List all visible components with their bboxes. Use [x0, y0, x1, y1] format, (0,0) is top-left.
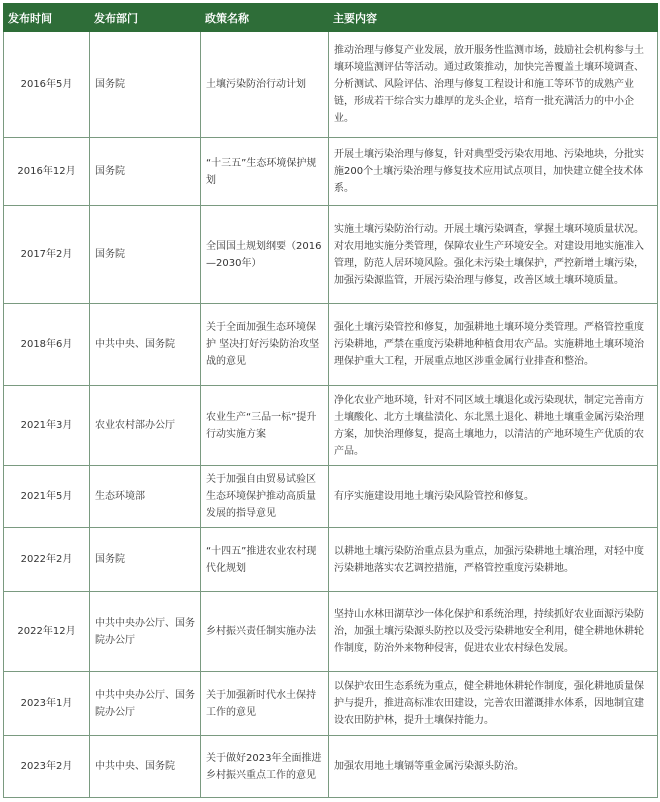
cell-content: 强化土壤污染管控和修复，加强耕地土壤环境分类管理。严格管控重度污染耕地，严禁在重度污染耕地种植食用农产品。实施耕地土壤环境治理保护重大工程，开展重点地区涉重金属行业排查和整治。	[329, 304, 658, 386]
policy-table-container	[3, 3, 657, 798]
cell-dept: 国务院	[90, 528, 201, 592]
cell-dept: 中共中央、国务院	[90, 304, 201, 386]
cell-date: 2017年2月	[4, 206, 90, 304]
cell-name: 农业生产“三品一标”提升行动实施方案	[201, 386, 329, 466]
cell-date: 2022年12月	[4, 592, 90, 672]
cell-content: 坚持山水林田湖草沙一体化保护和系统治理，持续抓好农业面源污染防治，加强土壤污染源头防控以及受污染耕地安全利用，健全耕地休耕轮作制度，防治外来物种侵害，促进农业农村绿色发展。	[329, 592, 658, 672]
cell-name: 关于加强自由贸易试验区生态环境保护推动高质量发展的指导意见	[201, 466, 329, 528]
table-row	[4, 386, 658, 466]
table-row	[4, 672, 658, 736]
cell-date: 2016年12月	[4, 138, 90, 206]
cell-date: 2021年5月	[4, 466, 90, 528]
cell-date: 2021年3月	[4, 386, 90, 466]
cell-dept: 农业农村部办公厅	[90, 386, 201, 466]
cell-content: 有序实施建设用地土壤污染风险管控和修复。	[329, 466, 658, 528]
cell-dept: 中共中央办公厅、国务院办公厅	[90, 592, 201, 672]
cell-content: 开展土壤污染治理与修复，针对典型受污染农用地、污染地块，分批实施200个土壤污染治理与修复技术应用试点项目，加快建立健全技术体系。	[329, 138, 658, 206]
cell-name: 关于做好2023年全面推进乡村振兴重点工作的意见	[201, 736, 329, 798]
cell-content: 实施土壤污染防治行动。开展土壤污染调查，掌握土壤环境质量状况。对农用地实施分类管理，保障农业生产环境安全。对建设用地实施准入管理，防范人居环境风险。强化未污染土壤保护，严控新增土壤污染，加强污染源监管，开展污染治理与修复，改善区域土壤环境质量。	[329, 206, 658, 304]
table-header	[4, 4, 658, 32]
cell-name: 土壤污染防治行动计划	[201, 32, 329, 138]
table-row	[4, 528, 658, 592]
table-row	[4, 138, 658, 206]
table-row	[4, 32, 658, 138]
cell-name: 乡村振兴责任制实施办法	[201, 592, 329, 672]
cell-name: 关于加强新时代水土保持工作的意见	[201, 672, 329, 736]
cell-name: 全国国土规划纲要（2016—2030年）	[201, 206, 329, 304]
cell-dept: 中共中央、国务院	[90, 736, 201, 798]
cell-dept: 生态环境部	[90, 466, 201, 528]
table-row	[4, 206, 658, 304]
table-row	[4, 304, 658, 386]
header-date: 发布时间	[4, 4, 90, 32]
cell-content: 加强农用地土壤镉等重金属污染源头防治。	[329, 736, 658, 798]
header-row	[4, 4, 658, 32]
cell-dept: 国务院	[90, 32, 201, 138]
header-content: 主要内容	[329, 4, 658, 32]
cell-date: 2023年1月	[4, 672, 90, 736]
cell-content: 以保护农田生态系统为重点，健全耕地休耕轮作制度，强化耕地质量保护与提升，推进高标准农田建设，完善农田灌溉排水体系，因地制宜建设农田防护林，提升土壤保持能力。	[329, 672, 658, 736]
cell-content: 推动治理与修复产业发展，放开服务性监测市场，鼓励社会机构参与土壤环境监测评估等活动。通过政策推动，加快完善覆盖土壤环境调查、分析测试、风险评估、治理与修复工程设计和施工等环节的成熟产业链，形成若干综合实力雄厚的龙头企业，培育一批充满活力的中小企业。	[329, 32, 658, 138]
cell-name: “十三五”生态环境保护规划	[201, 138, 329, 206]
cell-content: 以耕地土壤污染防治重点县为重点，加强污染耕地土壤治理，对轻中度污染耕地落实农艺调控措施，严格管控重度污染耕地。	[329, 528, 658, 592]
cell-dept: 国务院	[90, 206, 201, 304]
table-row	[4, 592, 658, 672]
cell-name: “十四五”推进农业农村现代化规划	[201, 528, 329, 592]
header-dept: 发布部门	[90, 4, 201, 32]
table-row	[4, 736, 658, 798]
cell-date: 2023年2月	[4, 736, 90, 798]
cell-dept: 中共中央办公厅、国务院办公厅	[90, 672, 201, 736]
cell-date: 2018年6月	[4, 304, 90, 386]
header-name: 政策名称	[201, 4, 329, 32]
table-row	[4, 466, 658, 528]
cell-date: 2016年5月	[4, 32, 90, 138]
cell-date: 2022年2月	[4, 528, 90, 592]
table-body	[4, 32, 658, 798]
cell-content: 净化农业产地环境，针对不同区域土壤退化或污染现状，制定完善南方土壤酸化、北方土壤盐渍化、东北黑土退化、耕地土壤重金属污染治理方案，加快治理修复，提高土壤地力，以清洁的产地环境生产优质的农产品。	[329, 386, 658, 466]
cell-dept: 国务院	[90, 138, 201, 206]
policy-table	[3, 3, 658, 798]
cell-name: 关于全面加强生态环境保护 坚决打好污染防治攻坚战的意见	[201, 304, 329, 386]
